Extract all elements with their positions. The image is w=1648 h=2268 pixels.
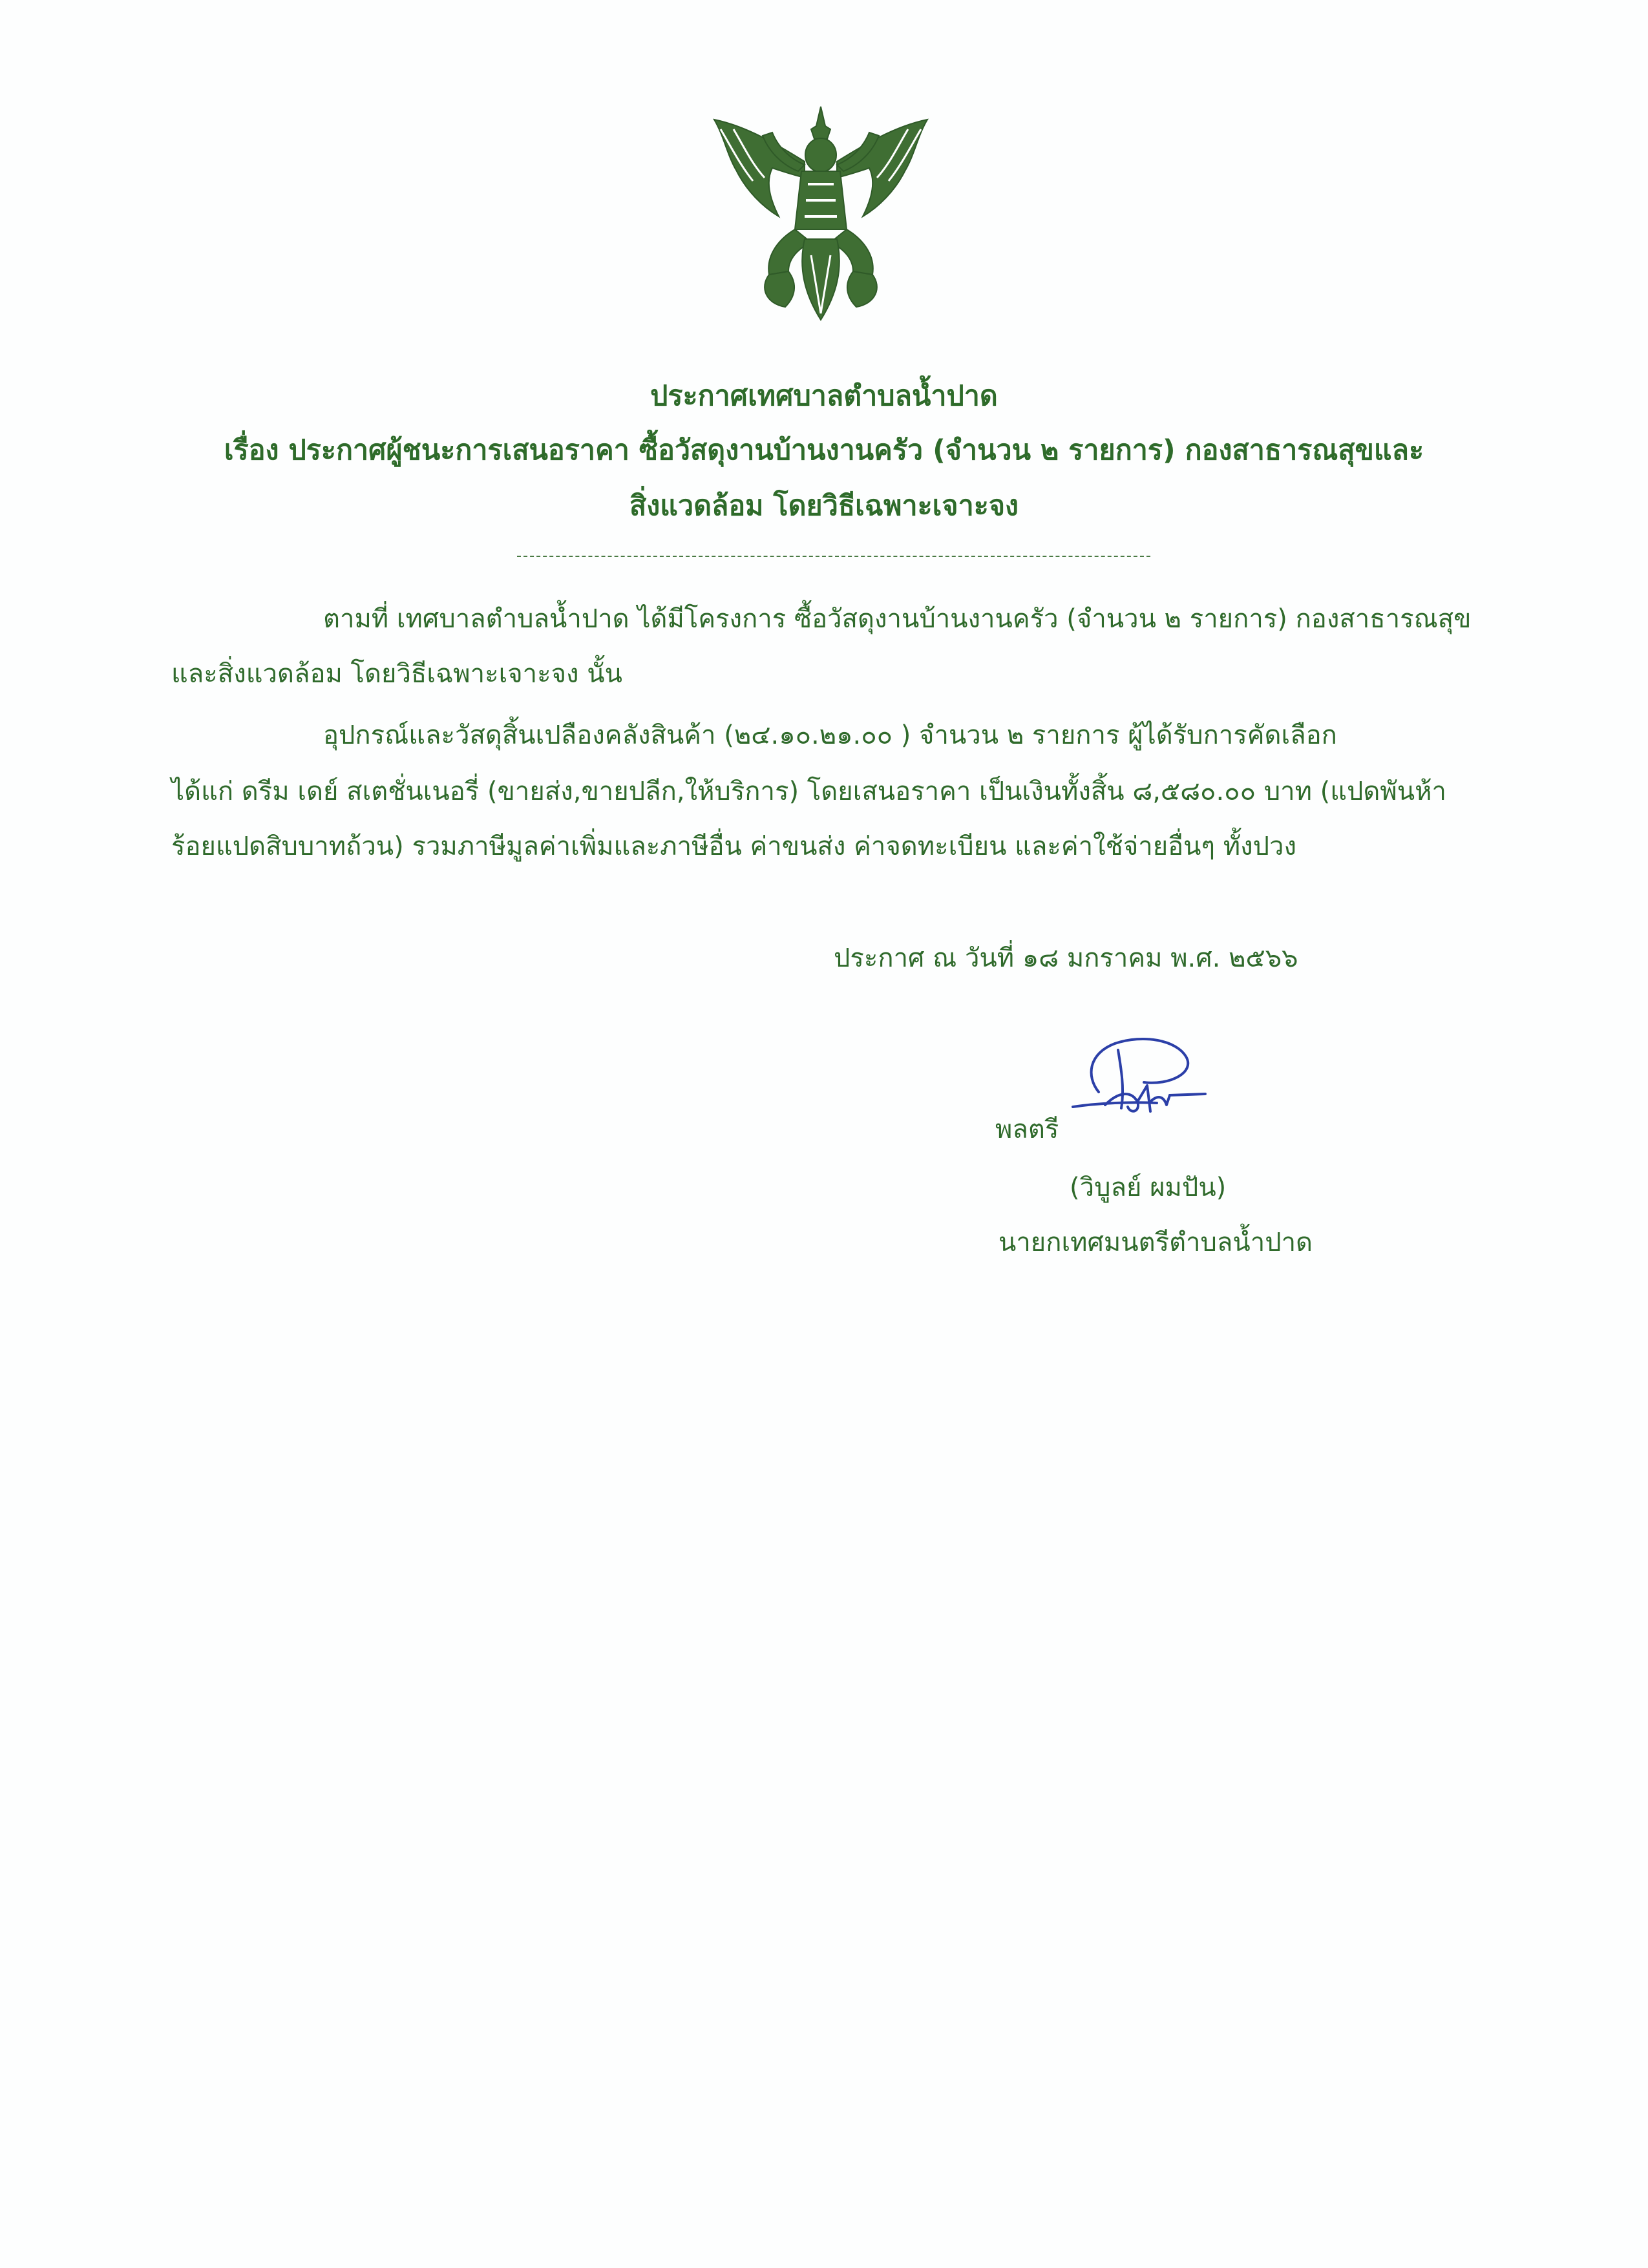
garuda-emblem-icon bbox=[708, 100, 934, 333]
paragraph-2-line-1: อุปกรณ์และวัสดุสิ้นเปลืองคลังสินค้า (๒๔.๑๐.๒๑.๐๐ ) จำนวน ๒ รายการ ผู้ได้รับการคัดเลือก bbox=[323, 720, 1337, 750]
announcement-date: ประกาศ ณ วันที่ ๑๘ มกราคม พ.ศ. ๒๕๖๖ bbox=[834, 943, 1298, 973]
title-divider bbox=[517, 556, 1150, 557]
announcement-subject-line-2: สิ่งแวดล้อม โดยวิธีเฉพาะเจาะจง bbox=[629, 490, 1019, 522]
signatory-name: (วิบูลย์ ผมปัน) bbox=[1070, 1173, 1227, 1202]
paragraph-2-line-3: ร้อยแปดสิบบาทถ้วน) รวมภาษีมูลค่าเพิ่มและภาษีอื่น ค่าขนส่ง ค่าจดทะเบียน และค่าใช้จ่ายอื่นๆ ทั้งปวง bbox=[171, 832, 1296, 861]
paragraph-1-line-1: ตามที่ เทศบาลตำบลน้ำปาด ได้มีโครงการ ซื้อวัสดุงานบ้านงานครัว (จำนวน ๒ รายการ) กองสาธารณสุข bbox=[323, 604, 1472, 634]
paragraph-1-line-2: และสิ่งแวดล้อม โดยวิธีเฉพาะเจาะจง นั้น bbox=[171, 659, 622, 689]
signatory-rank: พลตรี bbox=[995, 1115, 1059, 1144]
signatory-position: นายกเทศมนตรีตำบลน้ำปาด bbox=[998, 1228, 1313, 1257]
announcement-title: ประกาศเทศบาลตำบลน้ำปาด bbox=[650, 380, 998, 412]
paragraph-2-line-2: ได้แก่ ดรีม เดย์ สเตชั่นเนอรี่ (ขายส่ง,ขายปลีก,ให้บริการ) โดยเสนอราคา เป็นเงินทั้งสิ้น ๘,๕๘๐.๐๐ บาท (แปดพันห้า bbox=[171, 777, 1446, 806]
handwritten-signature bbox=[1060, 1031, 1215, 1121]
announcement-subject-line-1: เรื่อง ประกาศผู้ชนะการเสนอราคา ซื้อวัสดุงานบ้านงานครัว (จำนวน ๒ รายการ) กองสาธารณสุขและ bbox=[224, 434, 1424, 467]
